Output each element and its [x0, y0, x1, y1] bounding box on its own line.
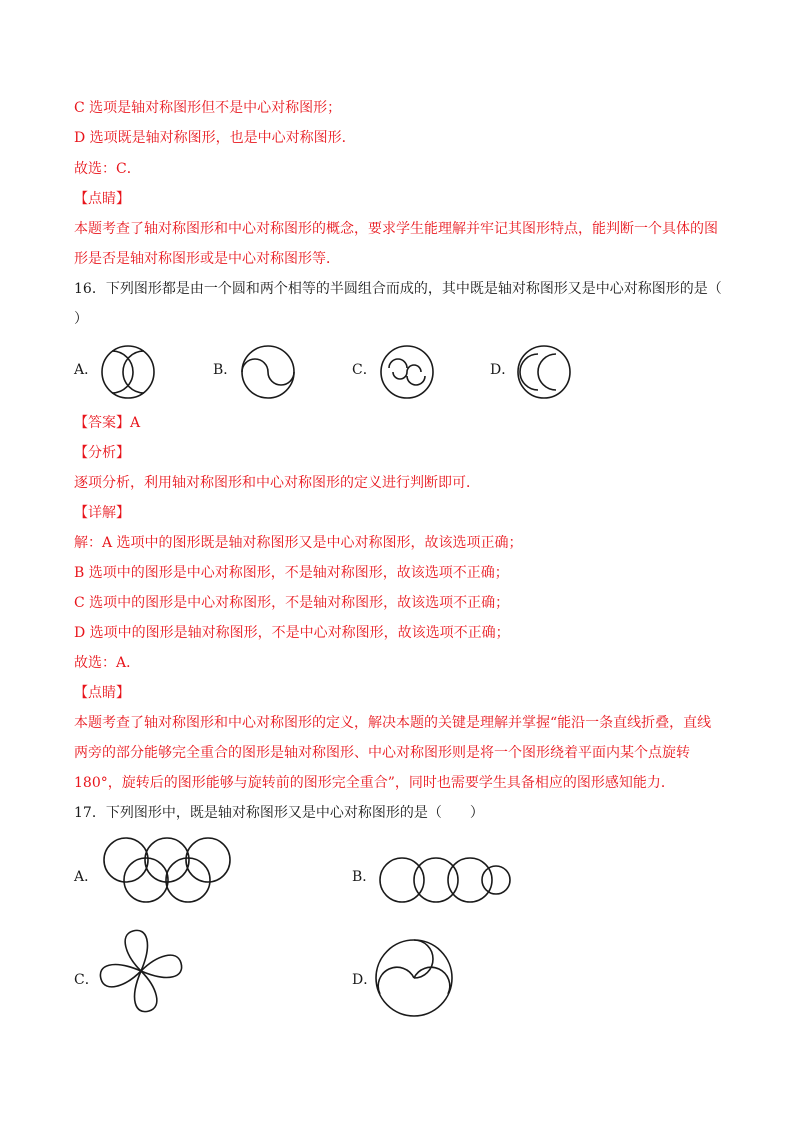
solution-choice: 故选：C．: [74, 161, 141, 177]
q17-option-a-figure: [100, 836, 235, 906]
q17-option-c-figure: [95, 925, 187, 1017]
q16-option-b-figure: [238, 342, 298, 402]
q16-detail-a: 解：A 选项中的图形既是轴对称图形又是中心对称图形，故该选项正确；: [74, 535, 523, 551]
solution-line-c: C 选项是轴对称图形但不是中心对称图形；: [74, 100, 342, 116]
q16-analysis-label: 【分析】: [74, 445, 130, 461]
q16-option-b-label: B．: [213, 362, 238, 378]
q17-option-a-label: A．: [74, 869, 99, 885]
q16-detail-d: D 选项中的图形是轴对称图形，不是中心对称图形，故该选项不正确；: [74, 625, 510, 641]
q17-option-b-label: B．: [352, 869, 377, 885]
q16-stem-1: 16．下列图形都是由一个圆和两个相等的半圆组合而成的，其中既是轴对称图形又是中心对称图形的是（: [74, 281, 722, 297]
q16-detail-c: C 选项中的图形是中心对称图形，不是轴对称图形，故该选项不正确；: [74, 595, 510, 611]
q16-option-d-figure: [514, 342, 574, 402]
q16-note-3: 180°，旋转后的图形能够与旋转前的图形完全重合”，同时也需要学生具备相应的图形感知能力．: [74, 775, 675, 791]
q16-answer: 【答案】A: [74, 415, 141, 431]
q16-note-2: 两旁的部分能够完全重合的图形是轴对称图形、中心对称图形则是将一个图形绕着平面内某个点旋转: [74, 745, 690, 761]
q17-option-b-figure: [378, 855, 513, 907]
note-label: 【点睛】: [74, 191, 130, 207]
solution-line-d: D 选项既是轴对称图形，也是中心对称图形．: [74, 130, 356, 146]
note-text-1: 本题考查了轴对称图形和中心对称图形的概念，要求学生能理解并牢记其图形特点，能判断一个具体的图: [74, 221, 718, 237]
q17-stem: 17．下列图形中，既是轴对称图形又是中心对称图形的是（ ）: [74, 805, 484, 821]
q16-note-1: 本题考查了轴对称图形和中心对称图形的定义，解决本题的关键是理解并掌握“能沿一条直线折叠，直线: [74, 715, 712, 731]
q16-detail-label: 【详解】: [74, 505, 130, 521]
q16-option-d-label: D．: [490, 362, 516, 378]
q16-option-a-figure: [98, 342, 158, 402]
q16-analysis: 逐项分析，利用轴对称图形和中心对称图形的定义进行判断即可．: [74, 475, 480, 491]
q16-option-c-figure: [377, 342, 437, 402]
q16-detail-b: B 选项中的图形是中心对称图形，不是轴对称图形，故该选项不正确；: [74, 565, 509, 581]
note-text-2: 形是否是轴对称图形或是中心对称图形等．: [74, 251, 340, 267]
q17-option-d-label: D．: [352, 972, 378, 988]
q16-stem-2: ）: [74, 311, 88, 327]
q16-choice: 故选：A．: [74, 655, 141, 671]
q16-option-a-label: A．: [74, 362, 99, 378]
q16-note-label: 【点睛】: [74, 685, 130, 701]
q17-option-c-label: C．: [74, 972, 99, 988]
q16-option-c-label: C．: [352, 362, 377, 378]
q17-option-d-figure: [372, 936, 456, 1020]
